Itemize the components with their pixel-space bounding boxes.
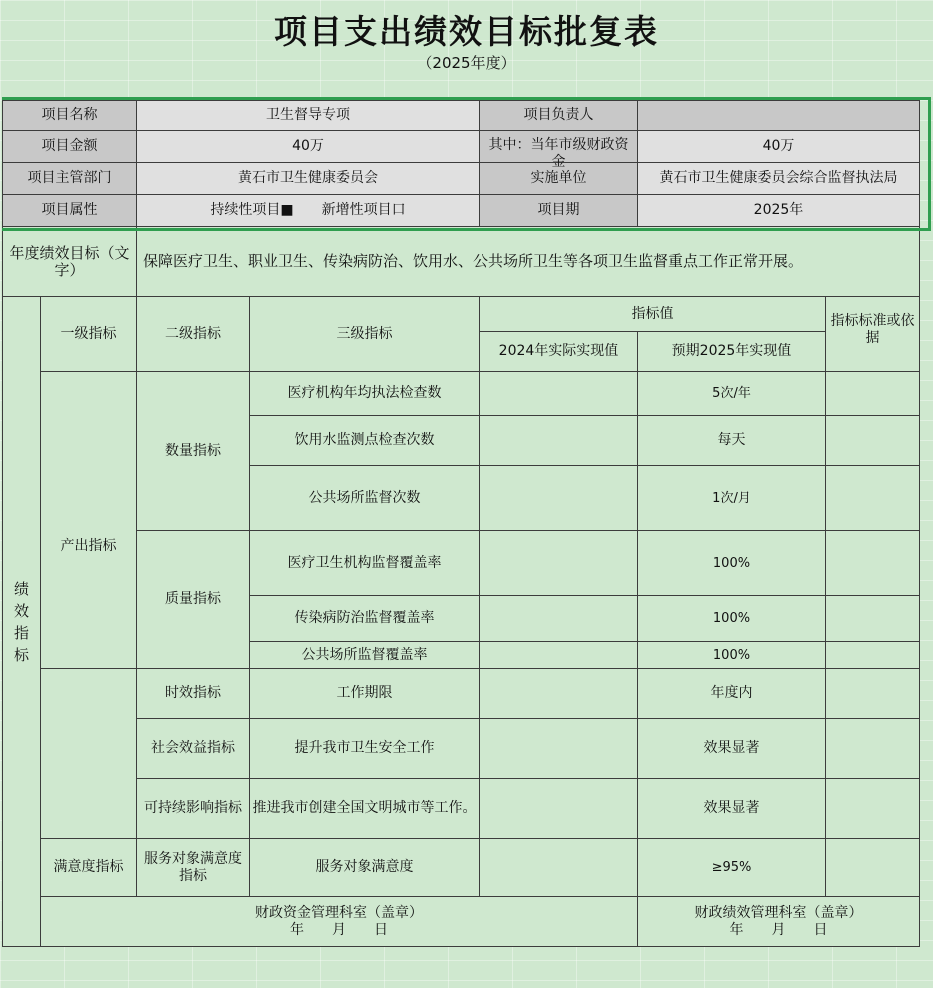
level2-service: 服务对象满意度指标 (137, 839, 250, 897)
header-level2: 二级指标 (137, 297, 250, 372)
row-basis[interactable] (826, 839, 920, 897)
project-period-value[interactable]: 2025年 (638, 195, 920, 227)
row-basis[interactable] (826, 596, 920, 642)
header-basis: 指标标准或依据 (826, 297, 920, 372)
left-office-stamp-label: 财政资金管理科室（盖章） (255, 904, 423, 921)
row-expected[interactable]: 每天 (638, 416, 826, 466)
right-border-line (928, 97, 931, 230)
row-expected[interactable]: 效果显著 (638, 779, 826, 839)
row-name: 服务对象满意度 (250, 839, 480, 897)
row-actual[interactable] (480, 531, 638, 596)
row-basis[interactable] (826, 779, 920, 839)
page-title: 项目支出绩效目标批复表 (274, 12, 659, 51)
header-actual-2024: 2024年实际实现值 (480, 332, 638, 372)
row-expected[interactable]: 5次/年 (638, 372, 826, 416)
level2-quality: 质量指标 (137, 531, 250, 669)
row-expected[interactable]: 1次/月 (638, 466, 826, 531)
row-actual[interactable] (480, 416, 638, 466)
row-actual[interactable] (480, 466, 638, 531)
annual-goal-label: 年度绩效目标（文字） (3, 227, 137, 297)
top-border-line (2, 97, 931, 100)
level2-quantity: 数量指标 (137, 372, 250, 531)
annual-goal-text[interactable]: 保障医疗卫生、职业卫生、传染病防治、饮用水、公共场所卫生等各项卫生监督重点工作正常开展。 (137, 227, 920, 297)
section-divider-line (2, 228, 931, 231)
header-level3: 三级指标 (250, 297, 480, 372)
project-leader-label: 项目负责人 (480, 101, 638, 131)
header-level1: 一级指标 (41, 297, 137, 372)
row-name: 公共场所监督覆盖率 (250, 642, 480, 669)
row-actual[interactable] (480, 596, 638, 642)
impl-unit-value[interactable]: 黄石市卫生健康委员会综合监督执法局 (638, 163, 920, 195)
level1-output: 产出指标 (41, 372, 137, 669)
perf-indicator-label: 绩效指标 (13, 579, 29, 664)
project-amount-label: 项目金额 (3, 131, 137, 163)
project-amount-value[interactable]: 40万 (137, 131, 480, 163)
row-expected[interactable]: 100% (638, 531, 826, 596)
perf-indicator-cell (3, 297, 41, 947)
row-expected[interactable]: 100% (638, 596, 826, 642)
level2-social: 社会效益指标 (137, 719, 250, 779)
right-office-stamp-label: 财政绩效管理科室（盖章） (694, 904, 863, 921)
row-actual[interactable] (480, 372, 638, 416)
row-basis[interactable] (826, 531, 920, 596)
level1-empty-cell (41, 669, 137, 839)
city-fund-label: 其中：当年市级财政资金 (488, 136, 629, 170)
row-basis[interactable] (826, 642, 920, 669)
city-fund-value[interactable]: 40万 (638, 131, 920, 163)
row-name: 工作期限 (250, 669, 480, 719)
row-actual[interactable] (480, 719, 638, 779)
page-subtitle: （2025年度） (417, 54, 516, 72)
row-actual[interactable] (480, 839, 638, 897)
header-expected-2025: 预期2025年实现值 (638, 332, 826, 372)
row-name: 饮用水监测点检查次数 (250, 416, 480, 466)
row-name: 医疗机构年均执法检查数 (250, 372, 480, 416)
project-attr-label: 项目属性 (3, 195, 137, 227)
impl-unit-label: 实施单位 (480, 163, 638, 195)
footer-left-cell (41, 897, 638, 947)
level2-sustainable: 可持续影响指标 (137, 779, 250, 839)
dept-value[interactable]: 黄石市卫生健康委员会 (137, 163, 480, 195)
dept-label: 项目主管部门 (3, 163, 137, 195)
left-date-line: 年 月 日 (290, 921, 388, 938)
row-actual[interactable] (480, 669, 638, 719)
header-value: 指标值 (480, 297, 826, 332)
row-basis[interactable] (826, 416, 920, 466)
row-actual[interactable] (480, 642, 638, 669)
row-name: 传染病防治监督覆盖率 (250, 596, 480, 642)
footer-right-cell (638, 897, 920, 947)
row-basis[interactable] (826, 372, 920, 416)
right-date-line: 年 月 日 (729, 921, 828, 938)
project-period-label: 项目期 (480, 195, 638, 227)
row-expected[interactable]: 年度内 (638, 669, 826, 719)
project-attr-value[interactable]: 持续性项目■ 新增性项目口 (137, 195, 480, 227)
project-name-value[interactable]: 卫生督导专项 (137, 101, 480, 131)
level1-satisfaction: 满意度指标 (41, 839, 137, 897)
row-basis[interactable] (826, 669, 920, 719)
project-leader-value[interactable] (638, 101, 920, 131)
row-expected[interactable]: 效果显著 (638, 719, 826, 779)
project-name-label: 项目名称 (3, 101, 137, 131)
row-basis[interactable] (826, 719, 920, 779)
row-name: 医疗卫生机构监督覆盖率 (250, 531, 480, 596)
row-name: 推进我市创建全国文明城市等工作。 (250, 779, 480, 839)
row-name: 提升我市卫生安全工作 (250, 719, 480, 779)
row-actual[interactable] (480, 779, 638, 839)
row-expected[interactable]: ≥95% (638, 839, 826, 897)
row-name: 公共场所监督次数 (250, 466, 480, 531)
row-expected[interactable]: 100% (638, 642, 826, 669)
level2-timeliness: 时效指标 (137, 669, 250, 719)
row-basis[interactable] (826, 466, 920, 531)
